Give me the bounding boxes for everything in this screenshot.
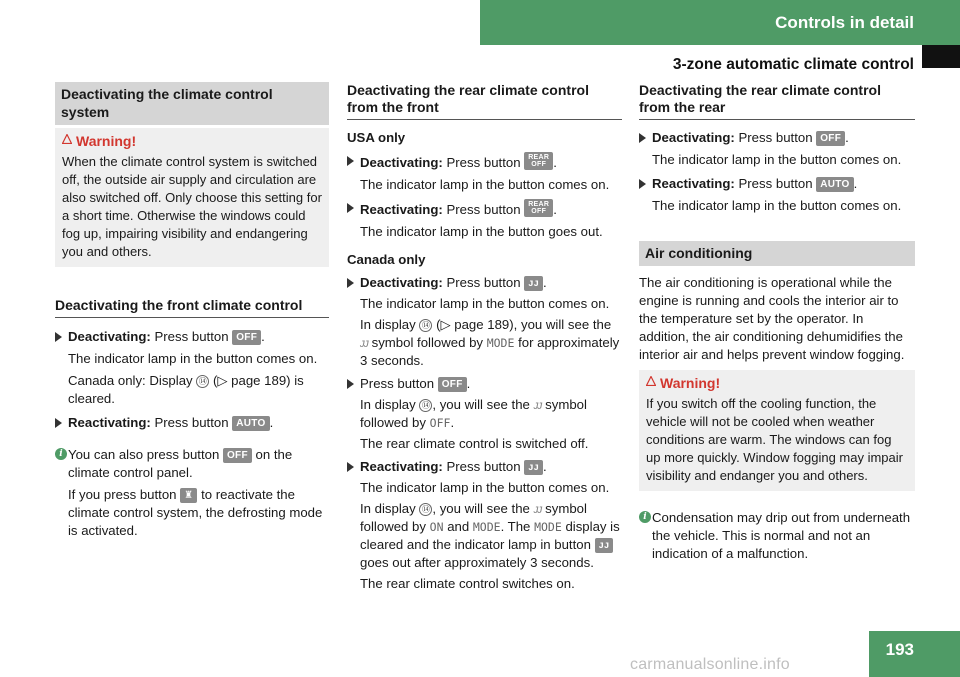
mode-text: MODE [486, 336, 515, 350]
step-text: Press button [446, 459, 521, 474]
lamp-note: The indicator lamp in the button comes on. [360, 177, 610, 192]
canada-only-label: Canada only [347, 252, 426, 267]
note-text: symbol [545, 397, 587, 412]
bullet-arrow-icon [347, 203, 354, 213]
info-text: Condensation may drip out from underneath the vehicle. This is normal and not an indication of a malfunction. [652, 510, 911, 561]
note-text: goes out after approximately [360, 555, 527, 570]
rear-climate-symbol-icon: ᴊᴊ [533, 398, 542, 412]
info-note-1 [55, 446, 329, 482]
step-note [639, 197, 915, 215]
usa-step-reactivate: Reactivating: Press button REAR OFF . [347, 199, 622, 219]
note-text: approximately 3 seconds. [360, 335, 620, 368]
note-text: for [518, 335, 534, 350]
chapter-title: Controls in detail [775, 13, 914, 32]
step-label: Reactivating: [360, 459, 443, 474]
lamp-note: The indicator lamp in the button comes on. [652, 198, 902, 213]
info-icon: i [55, 448, 67, 460]
off-button-icon: OFF [232, 330, 261, 345]
step-label: Deactivating: [68, 329, 151, 344]
step-text: Press button [738, 130, 813, 145]
note-text: followed by [360, 415, 426, 430]
page-number: 193 [885, 640, 914, 659]
note-text: The rear climate control is switched off. [360, 436, 589, 451]
usa-step-deactivate: Deactivating: Press button REAR OFF . [347, 152, 622, 172]
display-number-icon: ⑭ [419, 399, 432, 412]
note-text: followed by [360, 519, 426, 534]
warning-title: Warning! [660, 375, 721, 391]
info-note-condensation [639, 509, 915, 563]
section-title: 3-zone automatic climate control [672, 56, 914, 73]
mode-text: MODE [472, 520, 501, 534]
step-note-display-on [347, 500, 622, 572]
step-text: Press button [446, 202, 521, 217]
note-text: In display [360, 501, 416, 516]
lamp-note: The indicator lamp in the button comes on. [68, 351, 318, 366]
info-text: If you press button [68, 487, 177, 502]
info-text: on the climate control panel. [68, 447, 293, 480]
off-button-icon: OFF [223, 448, 252, 463]
note-text: and [447, 519, 470, 534]
rear-from-front-heading: Deactivating the rear climate control from the front [347, 82, 622, 120]
step-note-display-off: In display ⑭ , you will see the ᴊᴊ symbol followed by OFF. [360, 397, 587, 430]
canada-step-reactivate: Reactivating: Press button ᴊᴊ . [347, 458, 622, 476]
note-text: , you will see the [432, 397, 530, 412]
auto-button-icon: AUTO [232, 416, 269, 431]
bullet-arrow-icon [639, 179, 646, 189]
step-note [639, 151, 915, 169]
bullet-arrow-icon [347, 156, 354, 166]
note-text: , you will see the [432, 501, 530, 516]
rear-climate-symbol-icon: ᴊᴊ [360, 336, 368, 350]
off-button-icon: OFF [816, 131, 845, 146]
warning-triangle-icon [646, 376, 656, 386]
rear-climate-button-icon: ᴊᴊ [524, 460, 543, 475]
left-column [55, 82, 329, 540]
front-climate-heading: Deactivating the front climate control [55, 297, 329, 318]
note-text: The rear climate control switches on. [360, 576, 575, 591]
lamp-note: The indicator lamp in the button comes on. [652, 152, 902, 167]
rear-label: REAR [528, 201, 550, 208]
warning-box [639, 370, 915, 491]
step-note-canada [55, 372, 329, 408]
note-text: In display [360, 397, 416, 412]
note-text: 3 seconds. [530, 555, 594, 570]
step-reactivate-front: Reactivating: Press button AUTO . [55, 414, 329, 432]
off-button-icon: OFF [438, 377, 467, 392]
warning-heading [62, 132, 322, 150]
warning-text: If you switch off the cooling function, the vehicle will not be cooled when weather conditions are warm. The windows can fog up more quickly. Window fogging may impair visibility and endanger you and others. [646, 396, 903, 483]
rear-off-label: OFF [531, 161, 547, 168]
step-text: Press button [154, 415, 229, 430]
usa-only-label: USA only [347, 130, 406, 145]
note-text: symbol followed by [371, 335, 484, 350]
lamp-note: The indicator lamp in the button comes on. [360, 296, 610, 311]
step-note [347, 435, 622, 453]
lamp-note: The indicator lamp in the button goes out. [360, 224, 603, 239]
bullet-arrow-icon [347, 462, 354, 472]
note-text: the [592, 317, 612, 332]
bullet-arrow-icon [55, 332, 62, 342]
step-note-display [347, 316, 622, 370]
step-note [55, 350, 329, 368]
note-text: (▷ page 189), you will see [436, 317, 590, 332]
rear-step-reactivate: Reactivating: Press button AUTO . [639, 175, 915, 193]
step-note [347, 479, 622, 497]
step-note [347, 176, 622, 194]
rear-off-button-icon [524, 199, 553, 217]
bullet-arrow-icon [347, 278, 354, 288]
step-text: Press button [360, 376, 435, 391]
on-text: ON [429, 520, 444, 534]
bullet-arrow-icon [55, 418, 62, 428]
step-text: Press button [738, 176, 813, 191]
step-deactivate-front: Deactivating: Press button OFF . [55, 328, 329, 346]
warning-heading [646, 374, 908, 392]
info-text: You can also press button [68, 447, 220, 462]
rear-climate-button-icon: ᴊᴊ [595, 538, 614, 553]
canada-step-press-off: Press button OFF . [347, 375, 622, 393]
step-text: Press button [446, 275, 521, 290]
off-text: OFF [429, 416, 451, 430]
bullet-arrow-icon [639, 133, 646, 143]
step-label: Deactivating: [360, 275, 443, 290]
warning-title: Warning! [76, 133, 137, 149]
page-number-box [869, 631, 960, 677]
air-conditioning-text: The air conditioning is operational while the engine is running and cools the interior air to the temperature set by the operator. In addition, the air conditioning dehumidifies the interior air and helps prevent window fogging. [639, 275, 905, 362]
warning-text: When the climate control system is switched off, the outside air supply and circulation are also switched off. Only choose this setting for a short time. Otherwise the windows could fog up, impairing visibility and endangering you and others. [62, 154, 322, 259]
step-text: Press button [154, 329, 229, 344]
step-label: Reactivating: [652, 176, 735, 191]
step-label: Deactivating: [652, 130, 735, 145]
info-icon: i [639, 511, 651, 523]
cleared-text: cleared. [68, 391, 115, 406]
rear-off-label: OFF [531, 208, 547, 215]
info-note-2 [55, 486, 329, 540]
rear-fan-button-icon: ♜ [180, 488, 197, 503]
watermark: carmanualsonline.info [630, 656, 790, 673]
display-number-icon: ⑭ [419, 319, 432, 332]
right-column [639, 82, 915, 563]
note-text: In display [360, 317, 416, 332]
header-tab-marker [922, 45, 960, 68]
rear-climate-symbol-icon: ᴊᴊ [533, 502, 542, 516]
rear-off-button-icon [524, 152, 553, 170]
lamp-note: The indicator lamp in the button comes on. [360, 480, 610, 495]
note-text: . The [500, 519, 531, 534]
air-conditioning-heading: Air conditioning [639, 241, 915, 266]
rear-step-deactivate: Deactivating: Press button OFF . [639, 129, 915, 147]
step-label: Reactivating: [360, 202, 443, 217]
step-label: Deactivating: [360, 155, 443, 170]
step-note [347, 575, 622, 593]
display-number-icon: ⑭ [419, 503, 432, 516]
canada-note: Canada only: Display [68, 373, 193, 388]
box-title: Deactivating the climate control system [55, 82, 329, 125]
middle-column [347, 82, 622, 593]
info-text: to reactivate the climate control system, the defrosting mode is activated. [68, 487, 323, 538]
display-number-icon: ⑭ [196, 375, 209, 388]
note-text: symbol [545, 501, 587, 516]
step-label: Reactivating: [68, 415, 151, 430]
mode-text: MODE [534, 520, 562, 534]
step-text: Press button [446, 155, 521, 170]
step-note [347, 295, 622, 313]
warning-triangle-icon [62, 134, 72, 144]
warning-box [55, 128, 329, 267]
bullet-arrow-icon [347, 379, 354, 389]
auto-button-icon: AUTO [816, 177, 853, 192]
note-text: display is cleared and the indicator lamp in button [360, 519, 620, 552]
rear-label: REAR [528, 154, 550, 161]
rear-climate-button-icon: ᴊᴊ [524, 276, 543, 291]
canada-step-deactivate: Deactivating: Press button ᴊᴊ . [347, 274, 622, 292]
step-note [347, 223, 622, 241]
rear-from-rear-heading: Deactivating the rear climate control from the rear [639, 82, 915, 120]
page-ref: (▷ page 189) is [212, 373, 304, 388]
